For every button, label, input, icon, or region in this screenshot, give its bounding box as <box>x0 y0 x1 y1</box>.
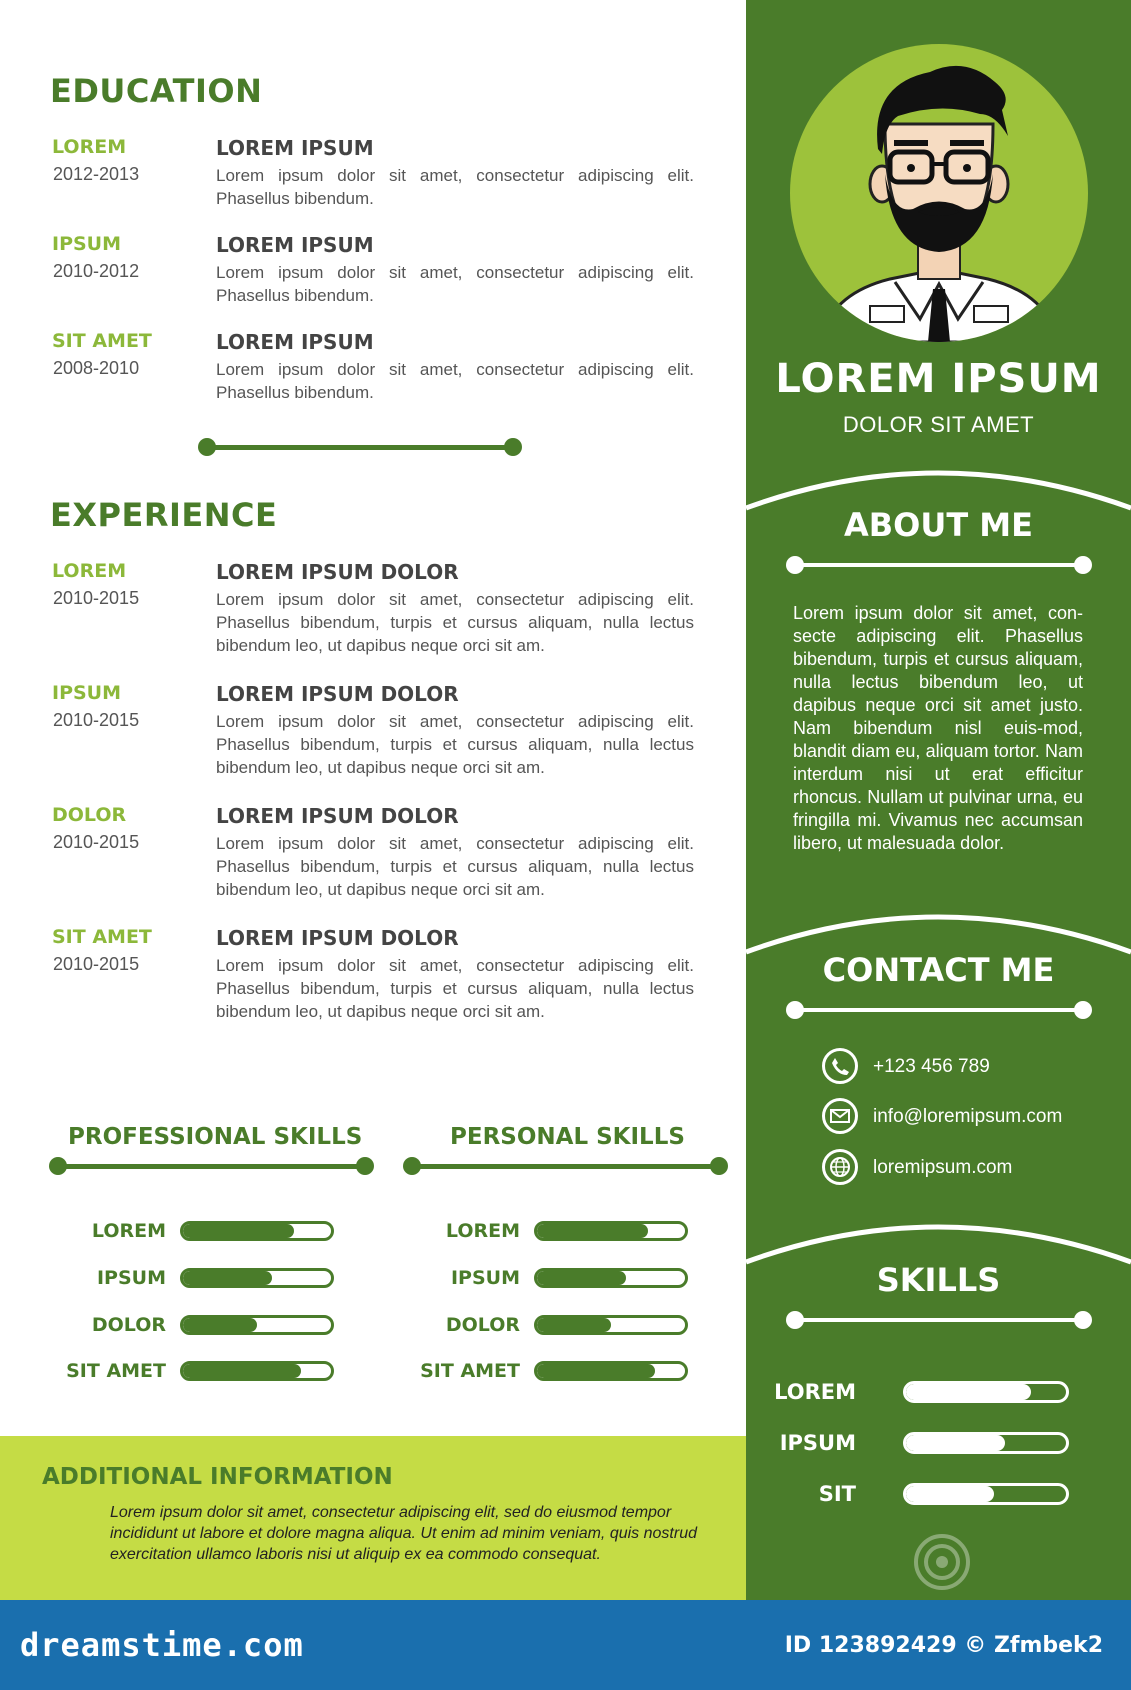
entry-title: LOREM IPSUM DOLOR <box>216 560 459 584</box>
entry-title: LOREM IPSUM DOLOR <box>216 926 459 950</box>
entry-description: Lorem ipsum dolor sit amet, consectetur adipiscing elit. Phasellus bibendum, turpis et cursus aliquam, nulla lectus bibendum leo, ut dapibus neque orci sit am. <box>216 834 694 899</box>
additional-info-text: Lorem ipsum dolor sit amet, consectetur adipiscing elit, sed do eiusmod tempor incididunt ut labore et dolore magna aliqua. Ut enim ad minim veniam, quis nostrud exercitation ullamco laboris nisi ut aliquip ex ea commodo consequat. <box>110 1504 697 1563</box>
entry-label: LOREM <box>52 136 127 158</box>
skill-bar-fill <box>183 1271 272 1285</box>
entry-description: Lorem ipsum dolor sit amet, consectetur adipiscing elit. Phasellus bibendum, turpis et cursus aliquam, nulla lectus bibendum leo, ut dapibus neque orci sit am. <box>216 956 694 1021</box>
skill-bar-fill <box>183 1318 257 1332</box>
about-text: Lorem ipsum dolor sit amet, con-secte adipiscing elit. Phasellus bibendum, turpis et cursus aliquam, nulla lectus bibendum leo, ut dapibus neque orci sit amet justo. Nam bibendum nisl euis-mod, blandit diam eu, aliquam tortor. Nam interdum nisi ut erat efficitur rhoncus. Nullam ut pulvinar urna, eu fringilla mi. Vivamus nec accumsan libero, ut malesuada dolor. <box>793 603 1083 853</box>
globe-icon <box>822 1149 858 1185</box>
entry-years: 2010-2015 <box>53 588 140 608</box>
sidebar-skill-bar <box>903 1432 1069 1454</box>
skill-bar-fill <box>183 1224 294 1238</box>
personal-skills-title: PERSONAL SKILLS <box>450 1124 685 1150</box>
entry-description: Lorem ipsum dolor sit amet, consectetur adipiscing elit. Phasellus bibendum, turpis et cursus aliquam, nulla lectus bibendum leo, ut dapibus neque orci sit am. <box>216 712 694 777</box>
skill-bar-fill <box>537 1224 648 1238</box>
skills-title: SKILLS <box>876 1261 1001 1299</box>
entry-label: SIT AMET <box>52 926 152 948</box>
skill-bar <box>180 1268 334 1288</box>
entry-label: SIT AMET <box>52 330 152 352</box>
entry-label: DOLOR <box>52 804 127 826</box>
skill-label: DOLOR <box>445 1314 520 1336</box>
phone-icon <box>822 1048 858 1084</box>
skill-bar <box>180 1361 334 1381</box>
skill-label: LOREM <box>445 1220 520 1242</box>
sidebar-skill-bar <box>903 1483 1069 1505</box>
entry-years: 2008-2010 <box>53 358 140 378</box>
skill-bar-fill <box>537 1364 655 1378</box>
contact-title: CONTACT ME <box>822 951 1055 989</box>
sidebar-skill-bar <box>903 1381 1069 1403</box>
entry-title: LOREM IPSUM DOLOR <box>216 682 459 706</box>
skill-bar-fill <box>537 1318 611 1332</box>
skill-bar-fill <box>537 1271 626 1285</box>
skill-label: SIT AMET <box>420 1360 520 1382</box>
email-icon <box>822 1098 858 1134</box>
skill-label: DOLOR <box>91 1314 166 1336</box>
skill-bar <box>534 1268 688 1288</box>
entry-title: LOREM IPSUM <box>216 233 374 257</box>
entry-description: Lorem ipsum dolor sit amet, consectetur adipiscing elit. Phasellus bibendum. <box>216 263 694 305</box>
profile-name: LOREM IPSUM <box>775 356 1102 402</box>
entry-title: LOREM IPSUM <box>216 136 374 160</box>
avatar <box>790 44 1088 342</box>
skill-bar <box>534 1221 688 1241</box>
education-title: EDUCATION <box>50 72 263 110</box>
entry-years: 2010-2015 <box>53 832 140 852</box>
footer-id: ID 123892429 © Zfmbek2 <box>784 1633 1103 1658</box>
sidebar-skill-bar-fill <box>906 1384 1031 1400</box>
sidebar-skill-label: IPSUM <box>779 1431 856 1455</box>
additional-info-panel <box>0 1436 746 1600</box>
entry-label: LOREM <box>52 560 127 582</box>
sidebar-skill-label: SIT <box>818 1482 856 1506</box>
entry-title: LOREM IPSUM DOLOR <box>216 804 459 828</box>
skill-label: IPSUM <box>450 1267 520 1289</box>
footer-brand[interactable]: dreamstime.com <box>20 1626 304 1664</box>
skill-bar <box>534 1315 688 1335</box>
entry-description: Lorem ipsum dolor sit amet, consectetur adipiscing elit. Phasellus bibendum. <box>216 360 694 402</box>
skill-bar-fill <box>183 1364 301 1378</box>
sidebar-skill-bar-fill <box>906 1486 994 1502</box>
skill-label: LOREM <box>91 1220 166 1242</box>
skill-label: SIT AMET <box>66 1360 166 1382</box>
sidebar <box>746 0 1131 1600</box>
entry-years: 2010-2015 <box>53 954 140 974</box>
sidebar-skill-label: LOREM <box>774 1380 856 1404</box>
entry-description: Lorem ipsum dolor sit amet, consectetur adipiscing elit. Phasellus bibendum. <box>216 166 694 208</box>
avatar-illustration <box>790 44 1088 342</box>
entry-years: 2012-2013 <box>53 164 140 184</box>
sidebar-skill-bar-fill <box>906 1435 1005 1451</box>
entry-years: 2010-2015 <box>53 710 140 730</box>
entry-label: IPSUM <box>52 233 122 255</box>
web-text: loremipsum.com <box>873 1157 1013 1178</box>
skill-label: IPSUM <box>96 1267 166 1289</box>
footer-bar <box>0 1600 1131 1690</box>
entry-description: Lorem ipsum dolor sit amet, consectetur adipiscing elit. Phasellus bibendum, turpis et cursus aliquam, nulla lectus bibendum leo, ut dapibus neque orci sit am. <box>216 590 694 655</box>
entry-title: LOREM IPSUM <box>216 330 374 354</box>
email-text: info@loremipsum.com <box>873 1106 1063 1127</box>
skill-bar <box>180 1221 334 1241</box>
experience-title: EXPERIENCE <box>50 496 278 534</box>
about-title: ABOUT ME <box>843 506 1033 544</box>
profile-subtitle: DOLOR SIT AMET <box>842 412 1035 437</box>
entry-label: IPSUM <box>52 682 122 704</box>
skill-bar <box>534 1361 688 1381</box>
entry-years: 2010-2012 <box>53 261 140 281</box>
phone-text: +123 456 789 <box>873 1056 990 1077</box>
swirl-watermark-icon <box>912 1532 972 1592</box>
skill-bar <box>180 1315 334 1335</box>
additional-info-title: ADDITIONAL INFORMATION <box>42 1464 393 1490</box>
professional-skills-title: PROFESSIONAL SKILLS <box>68 1124 363 1150</box>
